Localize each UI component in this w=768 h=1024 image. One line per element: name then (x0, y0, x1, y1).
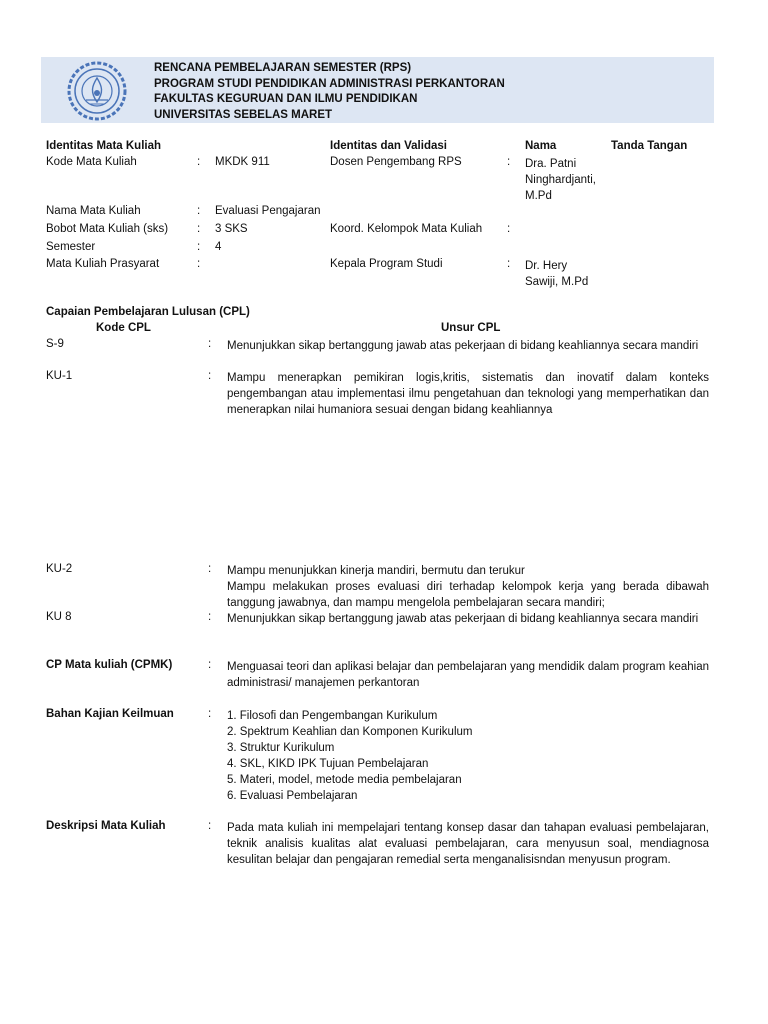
identitas-colon: : (197, 258, 201, 270)
cpl-colon: : (208, 338, 212, 350)
list-item: 1. Filosofi dan Pengembangan Kurikulum (227, 710, 438, 722)
header-line: UNIVERSITAS SEBELAS MARET (154, 108, 333, 121)
identitas-label: Nama Mata Kuliah (46, 205, 141, 217)
validasi-colon: : (507, 258, 511, 270)
identitas-title: Identitas Mata Kuliah (46, 140, 162, 152)
validasi-title: Identitas dan Validasi (330, 140, 447, 152)
bahan-list (227, 708, 472, 804)
validasi-label: Dosen Pengembang RPS (330, 156, 462, 168)
header-banner (41, 57, 714, 123)
list-item: 6. Evaluasi Pembelajaran (227, 790, 358, 802)
identitas-colon: : (197, 156, 201, 168)
cpl-code: S-9 (46, 338, 64, 350)
deskripsi-colon: : (208, 820, 212, 832)
validasi-name (525, 258, 588, 290)
header-line: PROGRAM STUDI PENDIDIKAN ADMINISTRASI PERKANTORAN (154, 77, 505, 90)
cpl-text: Mampu menerapkan pemikiran logis,kritis, sistematis dan inovatif dalam konteks pengembangan atau implementasi ilmu pengetahuan dan teknologi yang memperhatikan dan menerapkan nilai humaniora sesuai dengan bidang keahliannya (227, 372, 709, 416)
validasi-name (525, 156, 596, 204)
cpl-text: Menunjukkan sikap bertanggung jawab atas pekerjaan di bidang keahliannya secara mandiri (227, 340, 699, 352)
cpmk-colon: : (208, 659, 212, 671)
identitas-value: MKDK 911 (215, 156, 270, 168)
list-item: 2. Spektrum Keahlian dan Komponen Kurikulum (227, 726, 473, 738)
cpl-colon: : (208, 370, 212, 382)
nama-header: Nama (525, 140, 557, 152)
name-line: Sawiji, M.Pd (525, 276, 589, 288)
identitas-colon: : (197, 223, 201, 235)
identitas-colon: : (197, 241, 201, 253)
deskripsi-label: Deskripsi Mata Kuliah (46, 820, 166, 832)
cpl-code: KU 8 (46, 611, 72, 623)
cpl-text-block (227, 563, 709, 611)
cpl-colon: : (208, 563, 212, 575)
cpl-title: Capaian Pembelajaran Lulusan (CPL) (46, 306, 250, 318)
cpl-text-line: Mampu menunjukkan kinerja mandiri, bermutu dan terukur (227, 565, 525, 577)
cpl-code: KU-2 (46, 563, 73, 575)
validasi-label: Koord. Kelompok Mata Kuliah (330, 223, 483, 235)
cpl-code: KU-1 (46, 370, 73, 382)
identitas-colon: : (197, 205, 201, 217)
name-line: Dr. Hery (525, 260, 568, 272)
bahan-label: Bahan Kajian Keilmuan (46, 708, 174, 720)
list-item: 4. SKL, KIKD IPK Tujuan Pembelajaran (227, 758, 429, 770)
name-line: Ninghardjanti, (525, 174, 596, 186)
identitas-label: Mata Kuliah Prasyarat (46, 258, 160, 270)
identitas-value: Evaluasi Pengajaran (215, 205, 321, 217)
identitas-value: 3 SKS (215, 223, 248, 235)
identitas-value: 4 (215, 241, 222, 253)
kode-cpl-header: Kode CPL (96, 322, 151, 334)
list-item: 3. Struktur Kurikulum (227, 742, 335, 754)
validasi-colon: : (507, 223, 511, 235)
name-line: M.Pd (525, 190, 552, 202)
cpl-colon: : (208, 611, 212, 623)
header-line: RENCANA PEMBELAJARAN SEMESTER (RPS) (154, 62, 412, 74)
header-title-block (154, 61, 505, 123)
cpl-text-line: Mampu melakukan proses evaluasi diri terhadap kelompok kerja yang berada dibawah tanggung jawabnya, dan mampu mengelola pembelajaran secara mandiri; (227, 581, 709, 609)
list-item: 5. Materi, model, metode media pembelajaran (227, 774, 462, 786)
name-line: Dra. Patni (525, 158, 577, 170)
header-line: FAKULTAS KEGURUAN DAN ILMU PENDIDIKAN (154, 93, 418, 105)
unsur-cpl-header: Unsur CPL (441, 322, 501, 334)
deskripsi-text: Pada mata kuliah ini mempelajari tentang konsep dasar dan tahapan evaluasi pembelajaran, teknik analisis kualitas alat evaluasi pembelajaran, cara menyusun soal, mendiagnosa kesulitan belajar dan pengajaran remedial serta menganalisisndan menyusun program. (227, 822, 709, 866)
validasi-colon: : (507, 156, 511, 168)
cpl-text: Menunjukkan sikap bertanggung jawab atas pekerjaan di bidang keahliannya secara mandiri (227, 613, 699, 625)
cpmk-label: CP Mata kuliah (CPMK) (46, 659, 173, 671)
identitas-label: Kode Mata Kuliah (46, 156, 137, 168)
university-seal-icon (62, 60, 132, 122)
identitas-label: Bobot Mata Kuliah (sks) (46, 223, 169, 235)
validasi-label: Kepala Program Studi (330, 258, 443, 270)
identitas-label: Semester (46, 241, 96, 253)
cpmk-text: Menguasai teori dan aplikasi belajar dan pembelajaran yang mendidik dalam program keahian administrasi/ manajemen perkantoran (227, 661, 709, 689)
tanda-tangan-header: Tanda Tangan (611, 140, 688, 152)
bahan-colon: : (208, 708, 212, 720)
